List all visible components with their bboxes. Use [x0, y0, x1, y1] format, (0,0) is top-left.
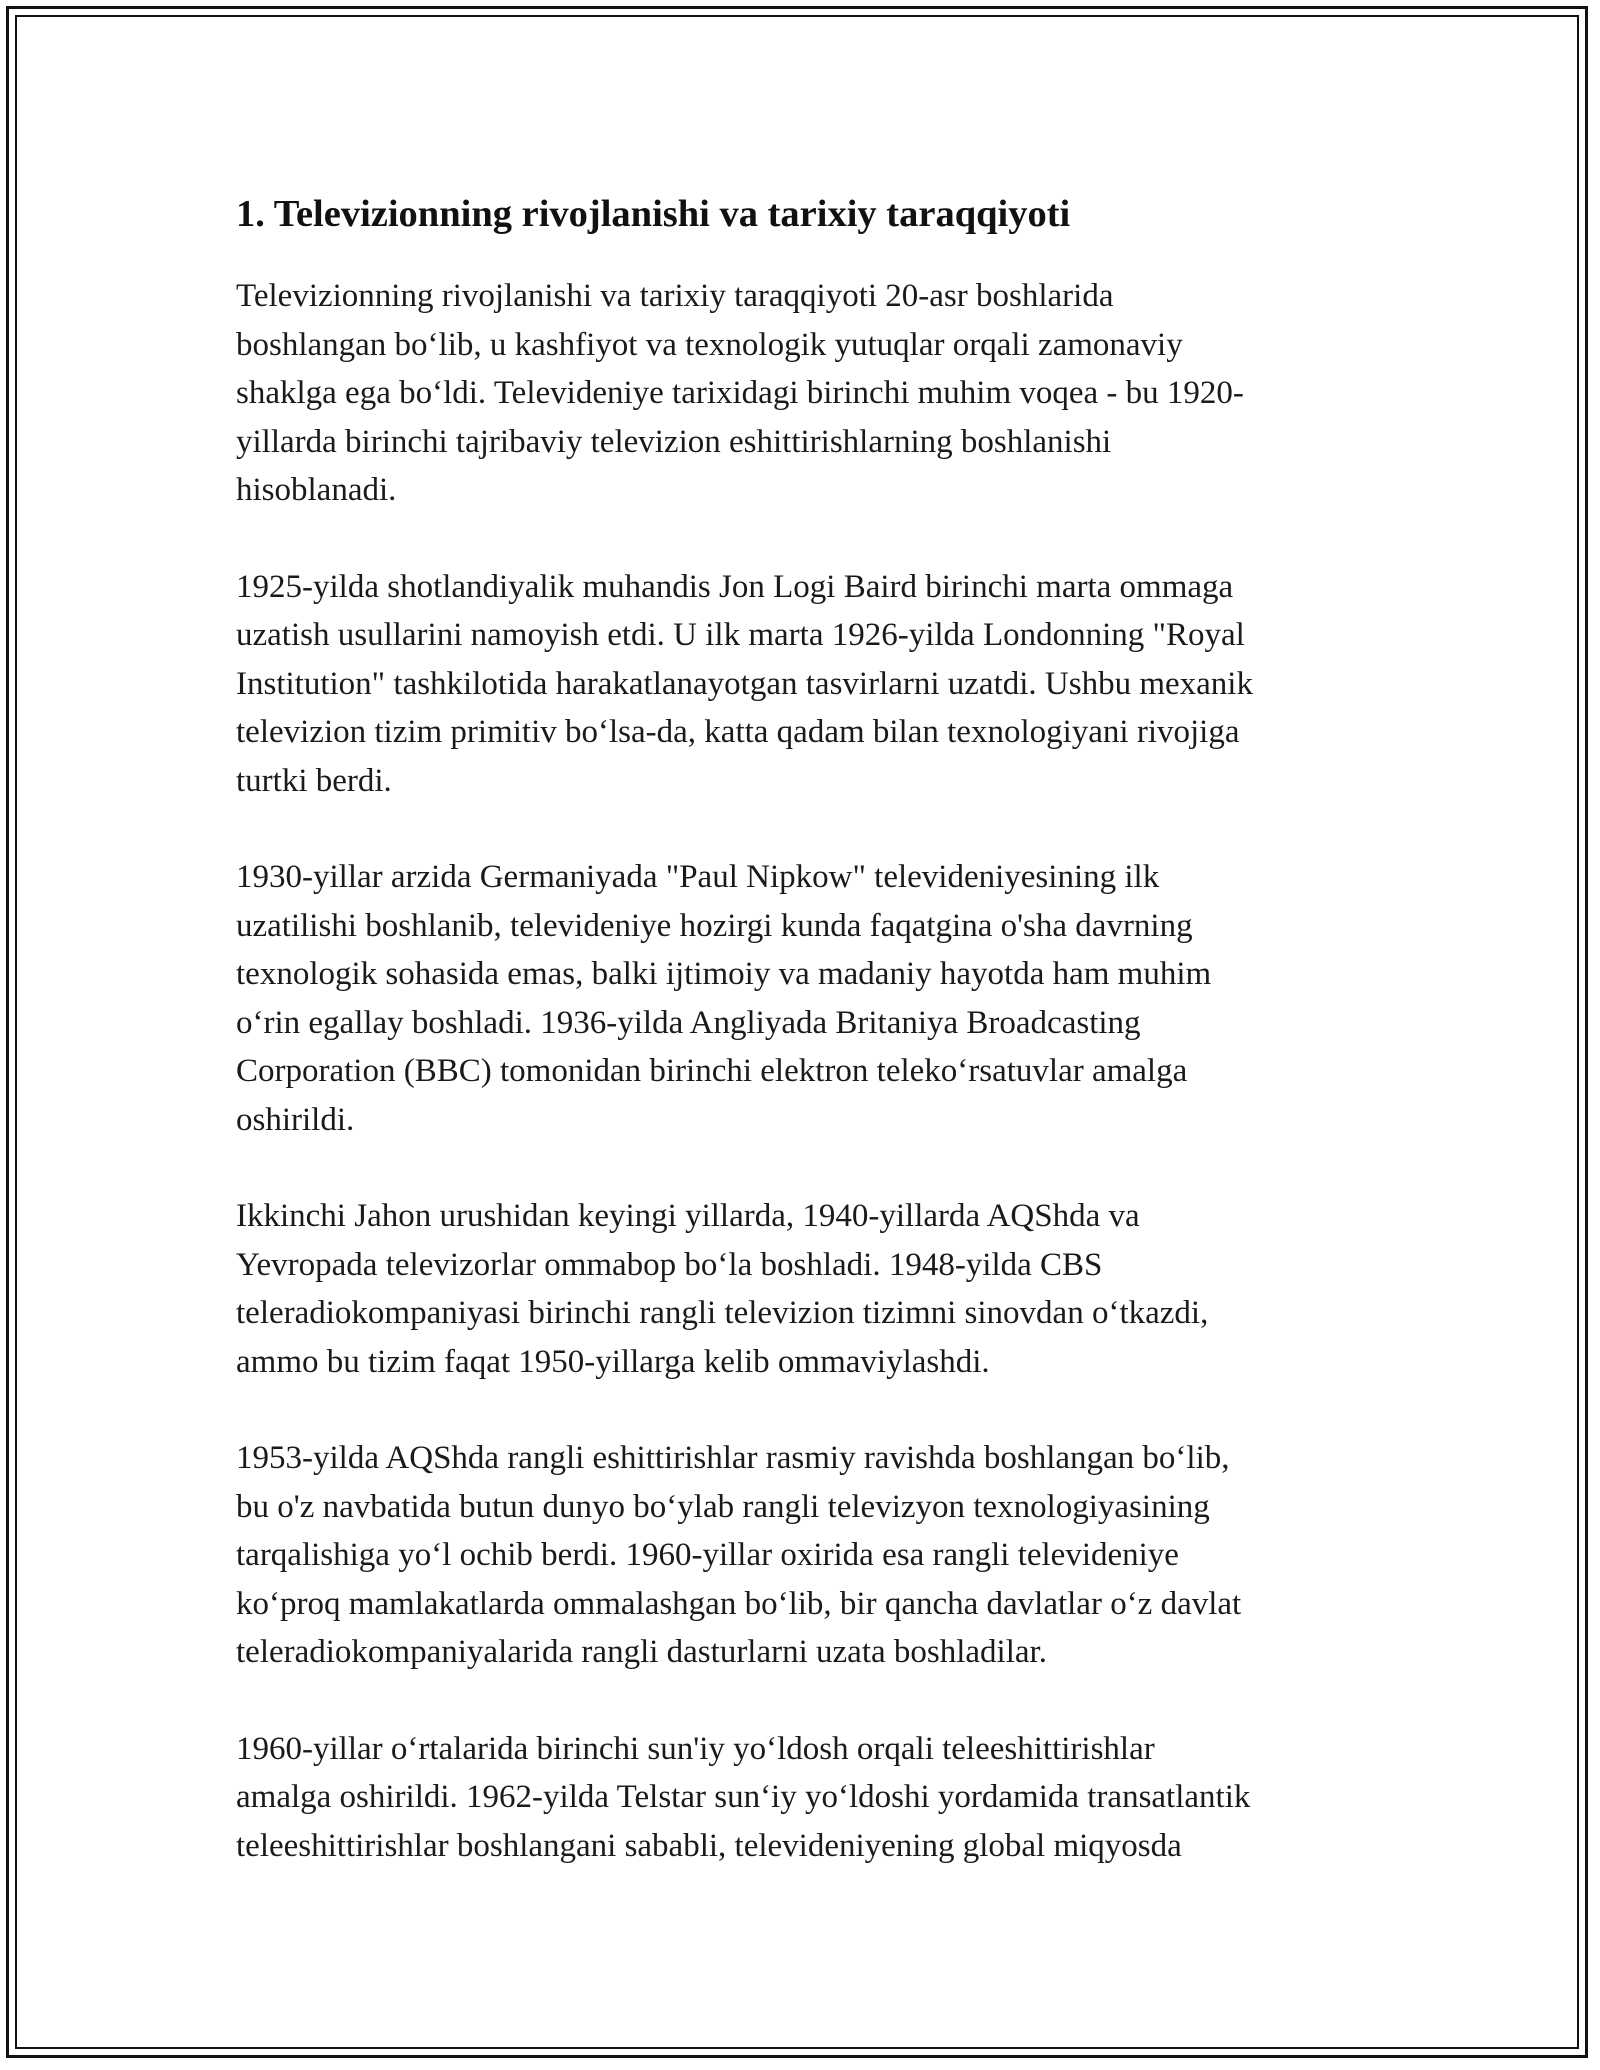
page-title: 1. Televizionning rivojlanishi va tarixiy taraqqiyoti	[236, 193, 1071, 235]
document-body	[236, 190, 1376, 1918]
paragraph-1: Televizionning rivojlanishi va tarixiy taraqqiyoti 20-asr boshlarida boshlangan bo‘lib, u kashfiyot va texnologik yutuqlar orqali zamonaviy shaklga ega bo‘ldi. Televideniye tarixidagi birinchi muhim voqea - bu 1920- yillarda birinchi tajribaviy televizion eshittirishlarning boshlanishi hisoblanadi.	[236, 278, 1244, 508]
paragraph-2: 1925-yilda shotlandiyalik muhandis Jon Logi Baird birinchi marta ommaga uzatish usullarini namoyish etdi. U ilk marta 1926-yilda Londonning "Royal Institution" tashkilotida harakatlanayotgan tasvirlarni uzatdi. Ushbu mexanik televizion tizim primitiv bo‘lsa-da, katta qadam bilan texnologiyani rivojiga turtki berdi.	[236, 568, 1253, 799]
paragraph-4: Ikkinchi Jahon urushidan keyingi yillarda, 1940-yillarda AQShda va Yevropada televizorlar ommabop bo‘la boshladi. 1948-yilda CBS teleradiokompaniyasi birinchi rangli televizion tizimni sinovdan o‘tkazdi, ammo bu tizim faqat 1950-yillarga kelib ommaviylashdi.	[236, 1198, 1209, 1380]
paragraph-6: 1960-yillar o‘rtalarida birinchi sun'iy yo‘ldosh orqali teleeshittirishlar amalga oshirildi. 1962-yilda Telstar sun‘iy yo‘ldoshi yordamida transatlantik teleeshittirishlar boshlangani sababli, televideniyening global miqyosda	[236, 1730, 1251, 1864]
paragraph-5: 1953-yilda AQShda rangli eshittirishlar rasmiy ravishda boshlangan bo‘lib, bu o'z navbatida butun dunyo bo‘ylab rangli televizyon texnologiyasining tarqalishiga yo‘l ochib berdi. 1960-yillar oxirida esa rangli televideniye ko‘proq mamlakatlarda ommalashgan bo‘lib, bir qancha davlatlar o‘z davlat teleradiokompaniyalarida rangli dasturlarni uzata boshladilar.	[236, 1440, 1242, 1670]
paragraph-3: 1930-yillar arzida Germaniyada "Paul Nipkow" televideniyesining ilk uzatilishi boshlanib, televideniye hozirgi kunda faqatgina o'sha davrning texnologik sohasida emas, balki ijtimoiy va madaniy hayotda ham muhim o‘rin egallay boshladi. 1936-yilda Angliyada Britaniya Broadcasting Corporation (BBC) tomonidan birinchi elektron teleko‘rsatuvlar amalga oshirildi.	[236, 859, 1212, 1138]
